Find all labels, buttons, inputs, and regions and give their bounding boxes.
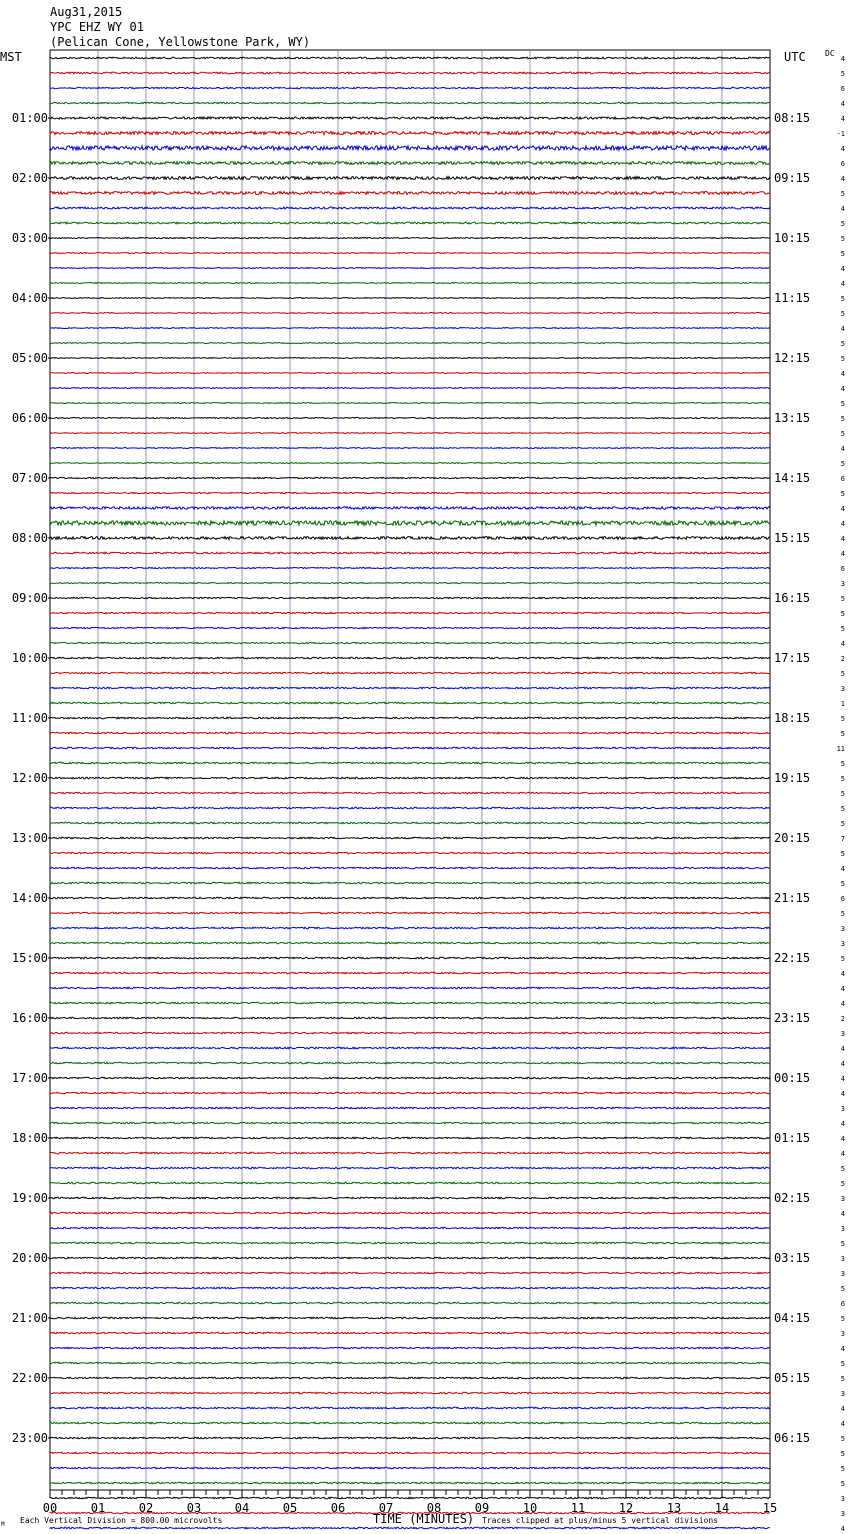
- trace-line: [50, 1317, 770, 1319]
- trace-line: [50, 822, 770, 824]
- trace-line: [50, 957, 770, 959]
- left-hour-label: 04:00: [11, 291, 48, 305]
- dc-offset-label: 4: [840, 325, 845, 333]
- left-hour-label: 17:00: [11, 1071, 48, 1085]
- dc-offset-label: 6: [840, 565, 845, 573]
- date-label: Aug31,2015: [50, 5, 123, 19]
- dc-offset-label: 4: [840, 55, 845, 63]
- x-tick-label: 07: [378, 1501, 394, 1515]
- right-hour-labels: [774, 111, 810, 1445]
- dc-offset-label: 3: [840, 1105, 845, 1113]
- trace-line: [50, 433, 770, 434]
- dc-offset-label: 4: [840, 1075, 845, 1083]
- dc-offset-label: 4: [840, 145, 845, 153]
- x-tick-label: 03: [186, 1501, 202, 1515]
- trace-line: [50, 192, 770, 195]
- right-hour-label: 13:15: [774, 411, 811, 425]
- dc-offset-label: 4: [840, 985, 845, 993]
- right-hour-label: 00:15: [774, 1071, 811, 1085]
- trace-line: [50, 313, 770, 314]
- right-hour-label: 16:15: [774, 591, 811, 605]
- trace-line: [50, 1092, 770, 1094]
- left-hour-label: 16:00: [11, 1011, 48, 1025]
- dc-offset-label: 5: [840, 70, 845, 78]
- trace-line: [50, 102, 770, 103]
- dc-offset-label: 4: [840, 115, 845, 123]
- trace-line: [50, 1077, 770, 1079]
- dc-offset-label: 4: [840, 550, 845, 558]
- dc-offset-label: 5: [840, 1465, 845, 1473]
- trace-line: [50, 268, 770, 269]
- right-hour-label: 20:15: [774, 831, 811, 845]
- dc-offset-label: 3: [840, 1225, 845, 1233]
- trace-line: [50, 1062, 770, 1064]
- clip-note: Traces clipped at plus/minus 5 vertical divisions: [482, 1516, 719, 1525]
- dc-offset-label: 3: [840, 685, 845, 693]
- trace-line: [50, 253, 770, 254]
- trace-line: [50, 1407, 770, 1409]
- dc-offset-label: 4: [840, 505, 845, 513]
- dc-offset-label: 4: [840, 205, 845, 213]
- dc-offset-label: 5: [840, 955, 845, 963]
- trace-line: [50, 1137, 770, 1139]
- x-tick-label: 04: [234, 1501, 250, 1515]
- dc-offset-label: 5: [840, 1480, 845, 1488]
- trace-line: [50, 298, 770, 299]
- trace-line: [50, 1002, 770, 1004]
- trace-line: [50, 343, 770, 344]
- x-tick-label: 12: [618, 1501, 634, 1515]
- dc-offset-label: 5: [840, 490, 845, 498]
- left-hour-label: 13:00: [11, 831, 48, 845]
- trace-line: [50, 657, 770, 659]
- dc-offset-label: 3: [840, 1195, 845, 1203]
- dc-offset-label: 5: [840, 1285, 845, 1293]
- right-hour-label: 23:15: [774, 1011, 811, 1025]
- dc-offset-label: 5: [840, 880, 845, 888]
- trace-line: [50, 627, 770, 628]
- dc-offset-label: 3: [840, 1270, 845, 1278]
- trace-line: [50, 403, 770, 404]
- trace-line: [50, 552, 770, 554]
- left-hour-label: 02:00: [11, 171, 48, 185]
- dc-offset-label: 3: [840, 1255, 845, 1263]
- dc-offset-label: 5: [840, 340, 845, 348]
- trace-line: [50, 792, 770, 794]
- right-hour-label: 02:15: [774, 1191, 811, 1205]
- right-hour-label: 15:15: [774, 531, 811, 545]
- dc-offset-label: 6: [840, 1300, 845, 1308]
- trace-line: [50, 117, 770, 119]
- trace-line: [50, 1452, 770, 1454]
- left-hour-label: 09:00: [11, 591, 48, 605]
- dc-offset-label: 5: [840, 190, 845, 198]
- trace-line: [50, 1212, 770, 1214]
- dc-offset-label: 4: [840, 100, 845, 108]
- left-hour-label: 05:00: [11, 351, 48, 365]
- dc-offset-label: 4: [840, 1045, 845, 1053]
- dc-offset-label: 3: [840, 1030, 845, 1038]
- x-axis-title: TIME (MINUTES): [373, 1512, 475, 1526]
- left-hour-label: 21:00: [11, 1311, 48, 1325]
- dc-offset-label: 5: [840, 460, 845, 468]
- right-hour-label: 12:15: [774, 351, 811, 365]
- trace-line: [50, 972, 770, 974]
- dc-offset-label: 7: [840, 835, 845, 843]
- left-hour-label: 23:00: [11, 1431, 48, 1445]
- trace-line: [50, 237, 770, 238]
- dc-offset-label: 6: [840, 160, 845, 168]
- right-hour-label: 19:15: [774, 771, 811, 785]
- trace-line: [50, 672, 770, 674]
- x-tick-label: 13: [666, 1501, 682, 1515]
- dc-offset-label: 4: [840, 370, 845, 378]
- right-hour-label: 10:15: [774, 231, 811, 245]
- dc-offset-label: -1: [836, 130, 845, 138]
- trace-group: [50, 57, 770, 1534]
- dc-offset-label: 5: [840, 760, 845, 768]
- dc-offset-label: 5: [840, 220, 845, 228]
- trace-line: [50, 777, 770, 779]
- trace-line: [50, 807, 770, 809]
- dc-offset-label: 4: [840, 385, 845, 393]
- left-hour-label: 18:00: [11, 1131, 48, 1145]
- trace-line: [50, 1272, 770, 1274]
- left-hour-labels: [12, 111, 50, 1445]
- dc-offset-label: 5: [840, 415, 845, 423]
- trace-line: [50, 837, 770, 839]
- trace-line: [50, 1242, 770, 1244]
- left-hour-label: 12:00: [11, 771, 48, 785]
- trace-line: [50, 477, 770, 478]
- x-tick-label: 02: [138, 1501, 154, 1515]
- dc-offset-label: 3: [840, 925, 845, 933]
- trace-line: [50, 57, 770, 59]
- dc-offset-label: 5: [840, 295, 845, 303]
- dc-offset-label: 3: [840, 580, 845, 588]
- trace-line: [50, 1287, 770, 1289]
- dc-offset-label: 4: [840, 1150, 845, 1158]
- dc-offset-label: 4: [840, 1210, 845, 1218]
- trace-line: [50, 388, 770, 389]
- trace-line: [50, 1047, 770, 1049]
- right-hour-label: 14:15: [774, 471, 811, 485]
- trace-line: [50, 72, 770, 74]
- trace-line: [50, 1332, 770, 1334]
- dc-offset-label: 4: [840, 1405, 845, 1413]
- right-hour-label: 22:15: [774, 951, 811, 965]
- dc-offset-label: 3: [840, 940, 845, 948]
- dc-offset-label: 5: [840, 910, 845, 918]
- trace-line: [50, 597, 770, 598]
- x-tick-label: 00: [42, 1501, 58, 1515]
- dc-offset-label: 5: [840, 235, 845, 243]
- x-tick-label: 05: [282, 1501, 298, 1515]
- dc-offset-label: 4: [840, 1000, 845, 1008]
- trace-line: [50, 177, 770, 180]
- dc-offset-label: 5: [840, 790, 845, 798]
- trace-line: [50, 1497, 770, 1499]
- trace-line: [50, 1017, 770, 1019]
- trace-line: [50, 283, 770, 284]
- trace-line: [50, 642, 770, 643]
- dc-offset-label: 3: [840, 1390, 845, 1398]
- dc-offset-label: 5: [840, 1375, 845, 1383]
- right-hour-label: 03:15: [774, 1251, 811, 1265]
- x-tick-label: 11: [570, 1501, 586, 1515]
- trace-line: [50, 417, 770, 418]
- trace-line: [50, 1152, 770, 1154]
- trace-line: [50, 1527, 770, 1529]
- dc-offset-label: 4: [840, 520, 845, 528]
- trace-line: [50, 1347, 770, 1349]
- left-hour-label: 11:00: [11, 711, 48, 725]
- x-tick-label: 09: [474, 1501, 490, 1515]
- right-hour-label: 11:15: [774, 291, 811, 305]
- right-hour-label: 08:15: [774, 111, 811, 125]
- trace-line: [50, 1377, 770, 1379]
- trace-line: [50, 1392, 770, 1394]
- trace-line: [50, 852, 770, 854]
- trace-line: [50, 897, 770, 899]
- dc-offset-label: 5: [840, 1180, 845, 1188]
- trace-line: [50, 146, 770, 150]
- trace-line: [50, 1257, 770, 1259]
- dc-offset-label: 5: [840, 670, 845, 678]
- trace-line: [50, 131, 770, 134]
- dc-offset-label: 5: [840, 310, 845, 318]
- trace-line: [50, 927, 770, 929]
- trace-line: [50, 507, 770, 510]
- dc-offset-label: 5: [840, 1435, 845, 1443]
- dc-offset-label: 5: [840, 820, 845, 828]
- dc-offset-label: 5: [840, 430, 845, 438]
- left-hour-label: 03:00: [11, 231, 48, 245]
- trace-line: [50, 222, 770, 224]
- dc-offset-label: 3: [840, 1510, 845, 1518]
- trace-line: [50, 747, 770, 749]
- left-hour-label: 10:00: [11, 651, 48, 665]
- trace-line: [50, 1467, 770, 1469]
- right-hour-label: 05:15: [774, 1371, 811, 1385]
- left-hour-label: 07:00: [11, 471, 48, 485]
- trace-line: [50, 1167, 770, 1169]
- left-hour-label: 22:00: [11, 1371, 48, 1385]
- corner-mark: M: [1, 1521, 5, 1528]
- right-zone-label: UTC: [784, 50, 806, 64]
- trace-line: [50, 567, 770, 568]
- trace-line: [50, 537, 770, 540]
- trace-line: [50, 1302, 770, 1304]
- dc-offset-label: 4: [840, 1420, 845, 1428]
- dc-offset-label: 4: [840, 1525, 845, 1533]
- dc-offset-label: 4: [840, 175, 845, 183]
- trace-line: [50, 1482, 770, 1484]
- right-hour-label: 18:15: [774, 711, 811, 725]
- trace-line: [50, 687, 770, 689]
- dc-offset-labels: [837, 55, 845, 1534]
- trace-line: [50, 87, 770, 88]
- trace-line: [50, 521, 770, 525]
- trace-line: [50, 448, 770, 449]
- trace-line: [50, 882, 770, 884]
- location-label: (Pelican Cone, Yellowstone Park, WY): [50, 35, 311, 49]
- dc-offset-label: 4: [840, 640, 845, 648]
- dc-offset-label: 4: [840, 1345, 845, 1353]
- trace-line: [50, 717, 770, 719]
- trace-line: [50, 1032, 770, 1034]
- dc-offset-label: 4: [840, 535, 845, 543]
- dc-offset-label: 3: [840, 1495, 845, 1503]
- right-hour-label: 04:15: [774, 1311, 811, 1325]
- trace-line: [50, 1227, 770, 1229]
- left-hour-label: 06:00: [11, 411, 48, 425]
- right-hour-label: 01:15: [774, 1131, 811, 1145]
- trace-line: [50, 762, 770, 764]
- trace-line: [50, 492, 770, 493]
- trace-line: [50, 463, 770, 464]
- trace-line: [50, 582, 770, 583]
- trace-line: [50, 867, 770, 869]
- trace-line: [50, 987, 770, 989]
- dc-offset-label: 5: [840, 805, 845, 813]
- trace-line: [50, 732, 770, 734]
- trace-line: [50, 1362, 770, 1364]
- left-hour-label: 20:00: [11, 1251, 48, 1265]
- left-hour-label: 01:00: [11, 111, 48, 125]
- dc-offset-label: 4: [840, 1120, 845, 1128]
- dc-offset-label: 5: [840, 1315, 845, 1323]
- x-tick-label: 06: [330, 1501, 346, 1515]
- trace-line: [50, 358, 770, 359]
- dc-offset-label: 5: [840, 595, 845, 603]
- dc-offset-label: 6: [840, 85, 845, 93]
- dc-offset-label: 4: [840, 280, 845, 288]
- dc-offset-label: 4: [840, 865, 845, 873]
- trace-line: [50, 942, 770, 944]
- x-tick-label: 08: [426, 1501, 442, 1515]
- right-hour-label: 17:15: [774, 651, 811, 665]
- left-hour-label: 19:00: [11, 1191, 48, 1205]
- right-hour-label: 21:15: [774, 891, 811, 905]
- station-label: YPC EHZ WY 01: [50, 20, 144, 34]
- dc-offset-label: 4: [840, 1060, 845, 1068]
- trace-line: [50, 912, 770, 914]
- left-hour-label: 08:00: [11, 531, 48, 545]
- trace-line: [50, 207, 770, 209]
- right-hour-label: 06:15: [774, 1431, 811, 1445]
- dc-offset-label: 5: [840, 355, 845, 363]
- dc-offset-label: 5: [840, 1450, 845, 1458]
- trace-line: [50, 612, 770, 613]
- dc-offset-label: 5: [840, 850, 845, 858]
- left-hour-label: 15:00: [11, 951, 48, 965]
- right-hour-label: 09:15: [774, 171, 811, 185]
- dc-offset-label: 5: [840, 1240, 845, 1248]
- left-zone-label: MST: [0, 50, 22, 64]
- trace-line: [50, 1422, 770, 1424]
- dc-offset-label: 5: [840, 610, 845, 618]
- dc-offset-label: 2: [840, 1015, 845, 1023]
- x-tick-label: 01: [90, 1501, 106, 1515]
- dc-offset-label: 4: [840, 1135, 845, 1143]
- trace-line: [50, 162, 770, 165]
- dc-offset-label: 3: [840, 1330, 845, 1338]
- dc-offset-label: 5: [840, 400, 845, 408]
- dc-offset-label: 5: [840, 625, 845, 633]
- dc-offset-label: 5: [840, 715, 845, 723]
- dc-offset-label: 4: [840, 1090, 845, 1098]
- dc-offset-label: 2: [840, 655, 845, 663]
- trace-line: [50, 1437, 770, 1439]
- dc-offset-label: 1: [840, 700, 845, 708]
- dc-offset-label: 4: [840, 265, 845, 273]
- trace-line: [50, 702, 770, 704]
- dc-offset-label: 5: [840, 1360, 845, 1368]
- dc-offset-label: 6: [840, 895, 845, 903]
- dc-offset-label: 5: [840, 250, 845, 258]
- x-tick-label: 10: [522, 1501, 538, 1515]
- dc-header-label: DC: [825, 49, 835, 58]
- dc-offset-label: 5: [840, 1165, 845, 1173]
- scale-note: Each Vertical Division = 800.00 microvolts: [20, 1516, 223, 1525]
- trace-line: [50, 1107, 770, 1109]
- dc-offset-label: 6: [840, 475, 845, 483]
- dc-offset-label: 11: [836, 745, 845, 753]
- dc-offset-label: 4: [840, 970, 845, 978]
- trace-line: [50, 1122, 770, 1124]
- x-tick-label: 14: [714, 1501, 730, 1515]
- dc-offset-label: 4: [840, 445, 845, 453]
- x-tick-label: 15: [762, 1501, 778, 1515]
- trace-line: [50, 1197, 770, 1199]
- dc-offset-label: 5: [840, 775, 845, 783]
- trace-line: [50, 328, 770, 329]
- trace-line: [50, 1182, 770, 1184]
- trace-line: [50, 373, 770, 374]
- left-hour-label: 14:00: [11, 891, 48, 905]
- dc-offset-label: 5: [840, 730, 845, 738]
